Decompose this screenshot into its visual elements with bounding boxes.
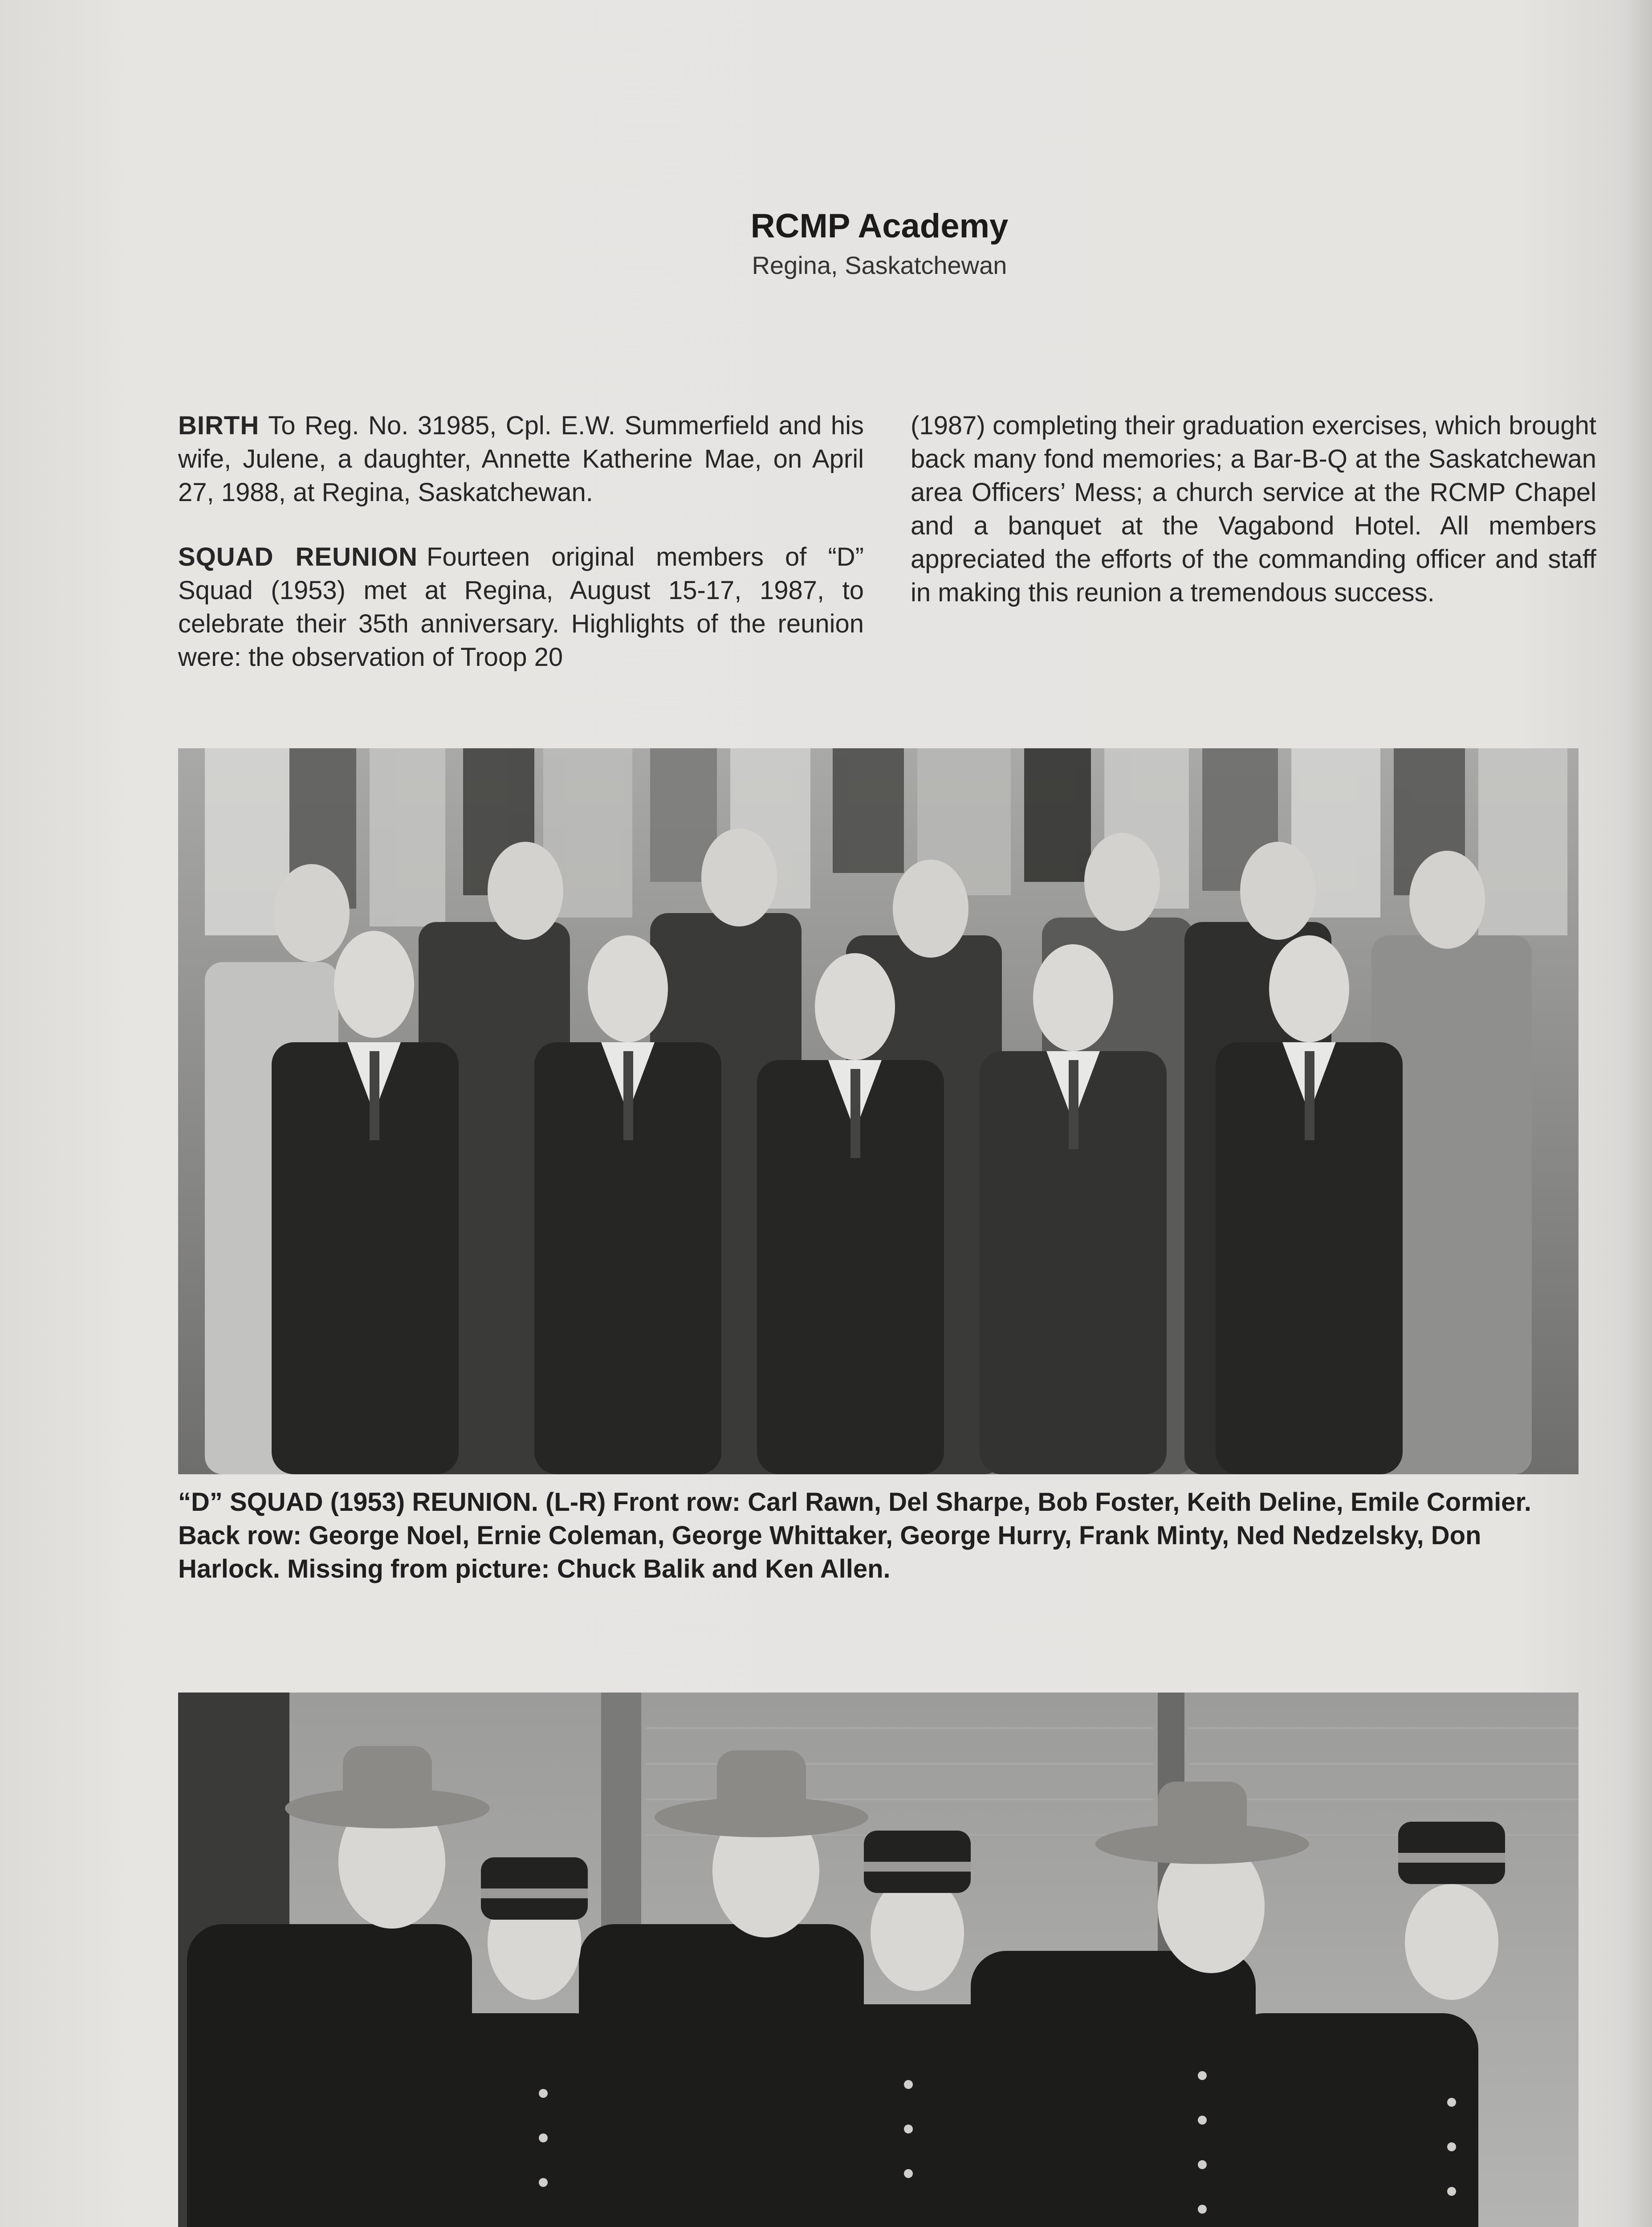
page-edge-shadow: [1625, 0, 1652, 2227]
section-header: [178, 205, 1581, 283]
squad-reunion-lead: SQUAD REUNION: [178, 542, 418, 571]
birth-paragraph: [178, 409, 864, 509]
troop-photo-image: [178, 1693, 1579, 2227]
text-column-left: [178, 409, 864, 705]
reunion-photo-image: [178, 748, 1579, 1474]
birth-lead: BIRTH: [178, 411, 260, 440]
troop-graduates-photo: [178, 1693, 1579, 2227]
birth-text: To Reg. No. 31985, Cpl. E.W. Summerfield and his wife, Julene, a daughter, Annette Katherine Mae, on April 27, 1988, at Regina, Saskatchewan.: [178, 411, 864, 507]
squad-reunion-continued: (1987) completing their graduation exercises, which brought back many fond memories; a Bar-B-Q at the Saskatchewan area Officers’ Mess; a church service at the RCMP Chapel and a banquet at the Vagabond Hotel. All members appreciated the efforts of the commanding officer and staff in making this reunion a tremendous success.: [911, 411, 1596, 607]
text-column-right: [911, 409, 1596, 640]
reunion-photo-caption: “D” SQUAD (1953) REUNION. (L-R) Front row: Carl Rawn, Del Sharpe, Bob Foster, Keith Deline, Emile Cormier. Back row: George Noel, Ernie Coleman, George Whittaker, George Hurry, Frank Minty, Ned Nedzelsky, Don Harlock. Missing from picture: Chuck Balik and Ken Allen.: [178, 1488, 1532, 1583]
squad-reunion-text-left: Fourteen original members of “D” Squad (1953) met at Regina, August 15-17, 1987, to celebrate their 35th anniversary. Highlights of the reunion were: the observation of Troop 20: [178, 542, 864, 672]
reunion-group-photo: [178, 748, 1579, 1474]
section-title: RCMP Academy: [750, 207, 1009, 245]
squad-reunion-paragraph: [178, 540, 864, 674]
section-subtitle: Regina, Saskatchewan: [752, 251, 1007, 279]
